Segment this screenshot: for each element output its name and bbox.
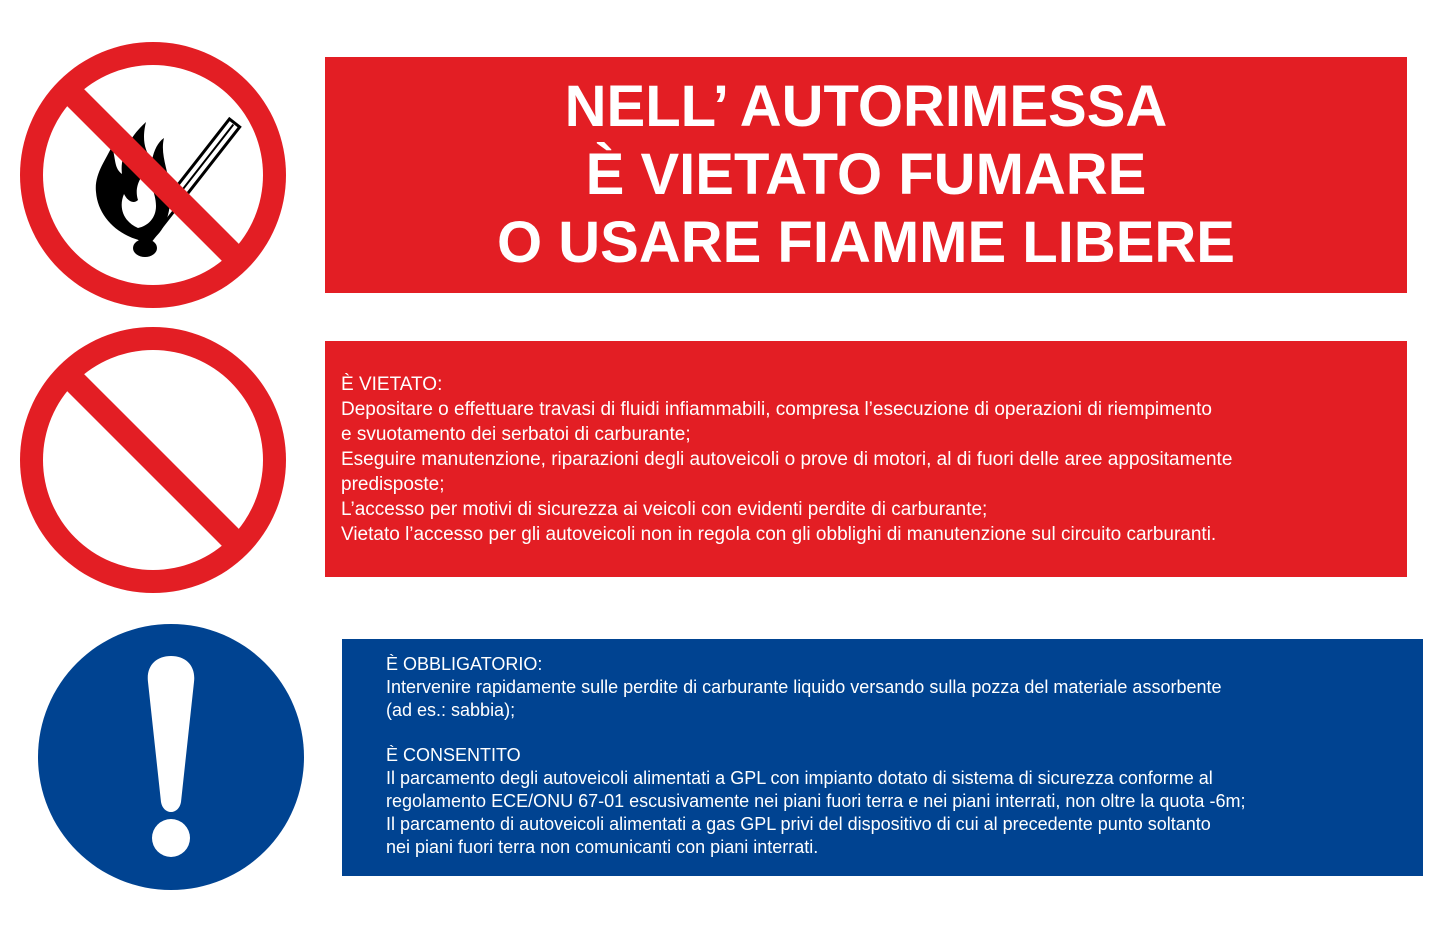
prohibition-icon xyxy=(20,327,286,593)
forbidden-panel xyxy=(325,341,1407,577)
mandatory-heading: È OBBLIGATORIO: xyxy=(386,654,543,674)
allowed-line: Il parcamento degli autoveicoli alimentati a GPL con impianto dotato di sistema di sicurezza conforme al xyxy=(386,768,1213,788)
exclamation-mark-icon xyxy=(38,624,304,890)
forbidden-line: Depositare o effettuare travasi di fluidi infiammabili, compresa l’esecuzione di operazioni di riempimento xyxy=(341,399,1212,420)
mandatory-panel xyxy=(342,639,1423,876)
allowed-heading: È CONSENTITO xyxy=(386,745,521,765)
forbidden-line: Eseguire manutenzione, riparazioni degli autoveicoli o prove di motori, al di fuori delle aree appositamente xyxy=(341,449,1233,470)
title-line: O USARE FIAMME LIBERE xyxy=(497,210,1235,275)
forbidden-line: Vietato l’accesso per gli autoveicoli non in regola con gli obblighi di manutenzione sul circuito carburanti. xyxy=(341,524,1217,545)
title-line: NELL’ AUTORIMESSA xyxy=(564,74,1168,139)
mandatory-line: (ad es.: sabbia); xyxy=(386,700,516,720)
allowed-line: nei piani fuori terra non comunicanti con piani interrati. xyxy=(386,837,819,857)
mandatory-line: Intervenire rapidamente sulle perdite di carburante liquido versando sulla pozza del materiale assorbente xyxy=(386,677,1222,697)
section-spacer xyxy=(386,722,1413,744)
allowed-line: regolamento ECE/ONU 67-01 escusivamente nei piani fuori terra e nei piani interrati, non oltre la quota -6m; xyxy=(386,791,1246,811)
title-line: È VIETATO FUMARE xyxy=(585,142,1147,207)
title-panel xyxy=(325,57,1407,293)
no-open-flame-icon xyxy=(20,42,286,308)
allowed-line: Il parcamento di autoveicoli alimentati a gas GPL privi del dispositivo di cui al precedente punto soltanto xyxy=(386,814,1211,834)
forbidden-line: predisposte; xyxy=(341,474,445,495)
forbidden-heading: È VIETATO: xyxy=(341,374,443,395)
forbidden-line: L’accesso per motivi di sicurezza ai veicoli con evidenti perdite di carburante; xyxy=(341,499,988,520)
forbidden-line: e svuotamento dei serbatoi di carburante; xyxy=(341,424,691,445)
